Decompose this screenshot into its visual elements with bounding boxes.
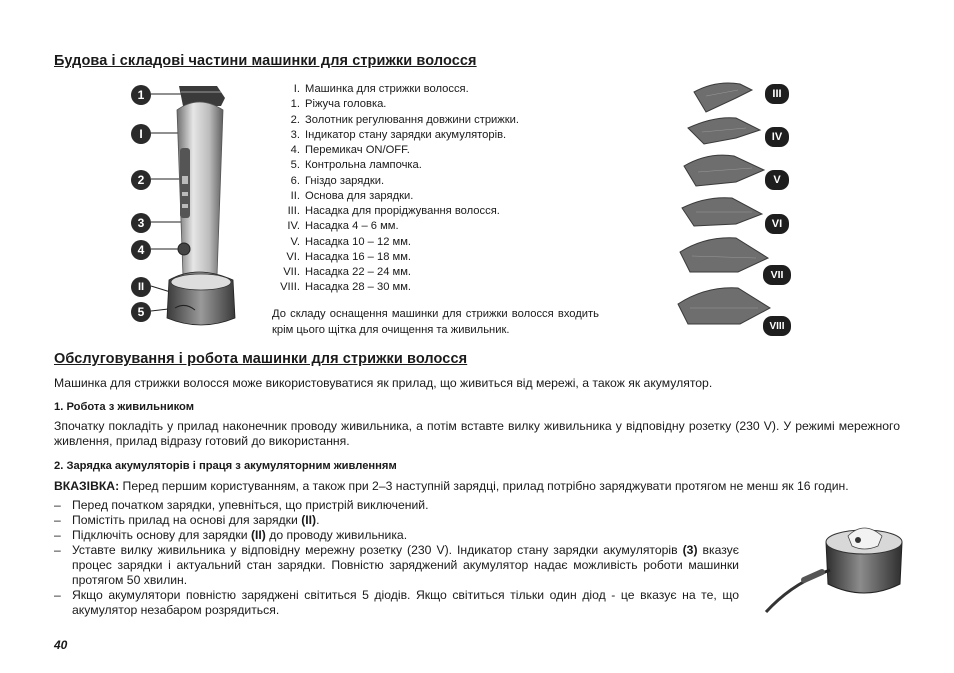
attachment-label-V: V (765, 170, 789, 190)
list-item: 3. Індикатор стану зарядки акумуляторів. (290, 128, 507, 141)
list-item: – Уставте вилку живильника у відповідну мережну розетку (230 V). Індикатор стану зарядки акумуляторів (3) вказує процес зарядки і актуальний стан зарядки. Повністю заряджений акумулятор надає можливість роботи машинки протягом 50 хвилин. (54, 543, 739, 587)
attachment-label-VIII: VIII (763, 316, 791, 336)
clipper-illustration (125, 80, 245, 340)
attachment-label-VI: VI (765, 214, 789, 234)
list-item: 6. Гніздо зарядки. (290, 174, 385, 187)
attachment-III (694, 83, 752, 112)
attachments-illustration (676, 72, 796, 342)
list-item: 4. Перемикач ON/OFF. (290, 144, 410, 156)
subheading-mains-operation: 1. Робота з живильником (54, 401, 194, 413)
charging-base-illustration (760, 512, 910, 622)
callout-1: 1 (131, 85, 151, 105)
list-item: – Перед початком зарядки, упевніться, що пристрій виключений. (54, 498, 429, 512)
accessories-note: До складу оснащення машинки для стрижки волосся входить крім цього щітка для очищення та живильник. (272, 308, 599, 336)
callout-II: II (131, 277, 151, 297)
mains-operation-paragraph: Зпочатку покладіть у прилад наконечник проводу живильника, а потім вставте вилку живильника у відповідну розетку (230 V). У режимі мережного живлення, прилад відразу готовий до використання. (54, 419, 900, 448)
callout-4: 4 (131, 240, 151, 260)
attachment-label-III: III (765, 84, 789, 104)
page-number: 40 (54, 638, 68, 652)
list-item: – Якщо акумулятори повністю заряджені світиться 5 діодів. Якщо світиться тільки один діод - це вказує на те, що акумулятор незабаром розрядиться. (54, 588, 739, 617)
callout-5: 5 (131, 302, 151, 322)
callout-2: 2 (131, 170, 151, 190)
parts-list (272, 82, 519, 296)
list-item: VIII. Насадка 28 – 30 мм. (280, 281, 412, 294)
section-heading-operation: Обслуговування і робота машинки для стрижки волосся (54, 351, 468, 367)
section-heading-construction: Будова і складові частини машинки для стрижки волосся (54, 53, 477, 69)
attachment-label-IV: IV (765, 127, 789, 147)
callout-I: I (131, 124, 151, 144)
list-item: I. Машинка для стрижки волосся. (293, 83, 469, 95)
list-item: 2. Золотник регулювання довжини стрижки. (290, 113, 520, 126)
list-item: II. Основа для зарядки. (290, 189, 414, 202)
warning-label: ВКАЗІВКА: (54, 479, 120, 493)
attachment-VII (680, 238, 768, 272)
list-item: III. Насадка для проріджування волосся. (287, 205, 500, 217)
attachment-IV (688, 118, 760, 144)
list-item: V. Насадка 10 – 12 мм. (290, 235, 412, 248)
attachment-V (684, 155, 764, 186)
list-item: VI. Насадка 16 – 18 мм. (286, 250, 412, 263)
subheading-battery-charging: 2. Зарядка акумуляторів і праця з акумуляторним живленням (54, 460, 397, 472)
list-item: 1. Ріжуча головка. (290, 98, 387, 111)
intro-paragraph: Машинка для стрижки волосся може використовуватися як прилад, що живиться від мережі, а також як акумулятор. (54, 376, 713, 390)
list-item: IV. Насадка 4 – 6 мм. (287, 220, 399, 233)
warning-paragraph: ВКАЗІВКА: Перед першим користуванням, а також при 2–3 наступній зарядці, прилад потрібно заряджувати протягом не менш як 16 годин. (54, 479, 849, 493)
list-item: VII. Насадка 22 – 24 мм. (283, 266, 412, 278)
list-item: – Помістіть прилад на основі для зарядки (II). (54, 513, 320, 527)
instructions-list (54, 498, 739, 618)
callout-3: 3 (131, 213, 151, 233)
attachment-VIII (678, 288, 770, 324)
list-item: 5. Контрольна лампочка. (290, 159, 422, 172)
list-item: – Підключіть основу для зарядки (II) до проводу живильника. (54, 528, 408, 542)
attachment-label-VII: VII (763, 265, 791, 285)
